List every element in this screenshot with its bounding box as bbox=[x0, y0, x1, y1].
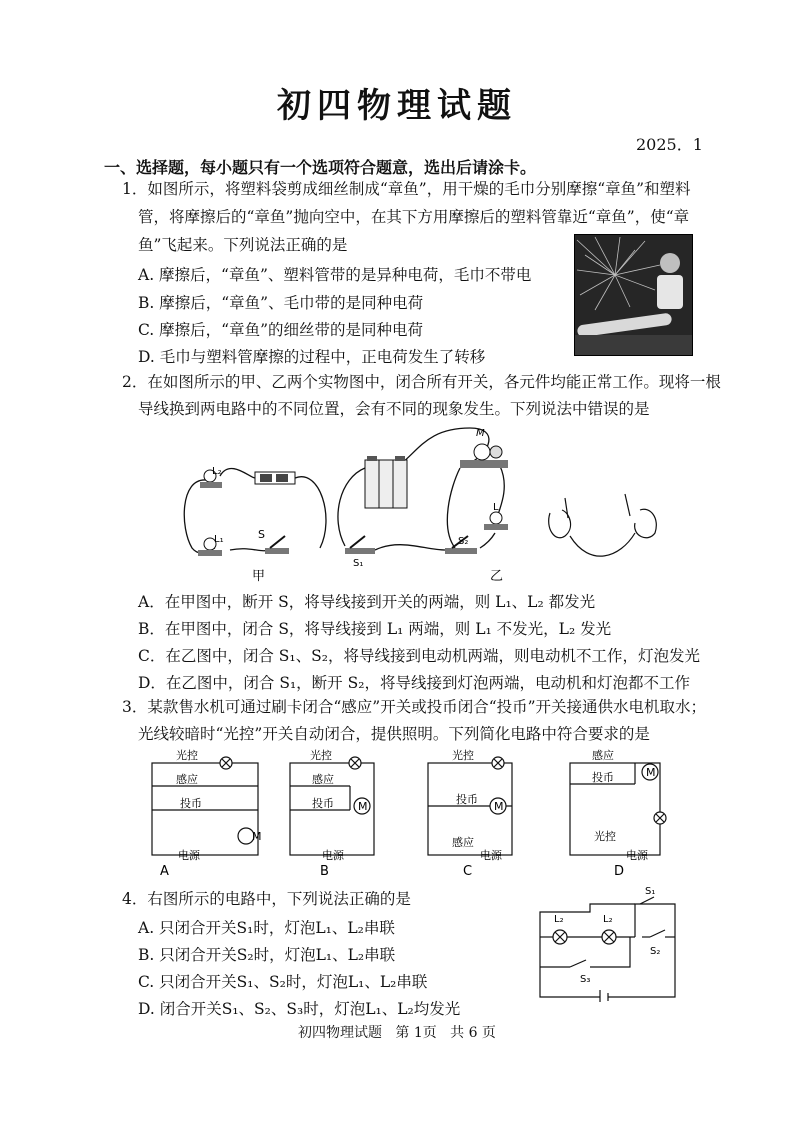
battery-jia bbox=[255, 472, 295, 484]
q4-option-c: C. 只闭合开关S₁、S₂时，灯泡L₁、L₂串联 bbox=[138, 973, 428, 991]
label-jia: 甲 bbox=[252, 569, 266, 584]
a-toubi: 投币 bbox=[180, 797, 202, 810]
q1-stem-line3: 鱼”飞起来。下列说法正确的是 bbox=[138, 236, 348, 254]
d-guangkong: 光控 bbox=[594, 830, 616, 843]
footer-total: 共 6 页 bbox=[450, 1025, 496, 1041]
q3-circuit-options bbox=[140, 748, 700, 878]
octopus-photo bbox=[574, 234, 693, 356]
motor-a: M bbox=[252, 830, 262, 843]
section-heading: 一、选择题，每小题只有一个选项符合题意，选出后请涂卡。 bbox=[104, 158, 537, 177]
a-guangkong: 光控 bbox=[176, 749, 198, 762]
q2-option-c: C．在乙图中，闭合 S₁、S₂，将导线接到电动机两端，则电动机不工作，灯泡发光 bbox=[138, 647, 700, 665]
q4-label-l-left: L₂ bbox=[554, 914, 564, 925]
battery-pack-yi bbox=[365, 456, 407, 508]
b-guangkong: 光控 bbox=[310, 749, 332, 762]
c-toubi: 投币 bbox=[456, 793, 478, 806]
label-s1-yi: S₁ bbox=[353, 558, 364, 569]
q4-label-s2: S₂ bbox=[650, 946, 661, 957]
q4-option-b: B. 只闭合开关S₂时，灯泡L₁、L₂串联 bbox=[138, 946, 396, 964]
page-title: 初四物理试题 bbox=[277, 86, 517, 126]
c-dianyuan: 电源 bbox=[480, 849, 502, 862]
label-l-yi: L bbox=[493, 502, 499, 513]
q2-stem-line1: 2．在如图所示的甲、乙两个实物图中，闭合所有开关，各元件均能正常工作。现将一根 bbox=[122, 373, 721, 391]
q1-option-c: C. 摩擦后，“章鱼”的细丝带的是同种电荷 bbox=[138, 321, 424, 339]
q4-option-d: D. 闭合开关S₁、S₂、S₃时，灯泡L₁、L₂均发光 bbox=[138, 1000, 461, 1018]
hands-with-wire bbox=[549, 494, 657, 556]
switch-s-jia bbox=[265, 536, 289, 554]
label-s-jia: S bbox=[258, 528, 265, 541]
b-dianyuan: 电源 bbox=[322, 849, 344, 862]
q4-circuit-figure bbox=[530, 882, 690, 1002]
q4-label-s1: S₁ bbox=[645, 886, 656, 897]
motor-yi bbox=[460, 444, 508, 468]
a-dianyuan: 电源 bbox=[178, 849, 200, 862]
b-ganying: 感应 bbox=[312, 773, 334, 786]
q4-stem: 4．右图所示的电路中，下列说法正确的是 bbox=[122, 890, 411, 908]
q2-option-d: D．在乙图中，闭合 S₁，断开 S₂，将导线接到灯泡两端，电动机和灯泡都不工作 bbox=[138, 674, 690, 692]
page-footer bbox=[0, 1022, 794, 1042]
q2-stem-line2: 导线换到两电路中的不同位置，会有不同的现象发生。下列说法中错误的是 bbox=[138, 400, 650, 418]
bulb-l-yi bbox=[484, 512, 508, 530]
footer-page: 第 1页 bbox=[395, 1025, 437, 1041]
d-toubi: 投币 bbox=[592, 771, 614, 784]
caption-b: B bbox=[320, 864, 329, 878]
q3-stem-line1: 3．某款售水机可通过刷卡闭合“感应”开关或投币闭合“投币”开关接通供水电机取水； bbox=[122, 698, 707, 716]
q2-circuit-figure bbox=[170, 418, 690, 588]
d-ganying: 感应 bbox=[592, 749, 614, 762]
a-ganying: 感应 bbox=[176, 773, 198, 786]
q1-stem-line1: 1．如图所示，将塑料袋剪成细丝制成“章鱼”，用干燥的毛巾分别摩擦“章鱼”和塑料 bbox=[122, 180, 691, 198]
c-ganying: 感应 bbox=[452, 836, 474, 849]
label-m-yi: M bbox=[476, 428, 485, 439]
q4-label-l-right: L₂ bbox=[603, 914, 613, 925]
q1-option-d: D. 毛巾与塑料管摩擦的过程中，正电荷发生了转移 bbox=[138, 348, 486, 366]
label-l1-jia: L₁ bbox=[214, 534, 224, 545]
label-l2-jia: L₂ bbox=[212, 466, 222, 477]
q1-option-a: A. 摩擦后，“章鱼”、塑料管带的是异种电荷，毛巾不带电 bbox=[138, 266, 532, 284]
q1-stem-line2: 管，将摩擦后的“章鱼”抛向空中，在其下方用摩擦后的塑料管靠近“章鱼”，使“章 bbox=[138, 208, 690, 226]
caption-c: C bbox=[463, 864, 473, 878]
motor-b: M bbox=[358, 800, 368, 813]
q1-option-b: B. 摩擦后，“章鱼”、毛巾带的是同种电荷 bbox=[138, 294, 424, 312]
q2-option-b: B．在甲图中，闭合 S，将导线接到 L₁ 两端，则 L₁ 不发光，L₂ 发光 bbox=[138, 620, 612, 638]
c-guangkong: 光控 bbox=[452, 749, 474, 762]
caption-d: D bbox=[614, 864, 625, 878]
label-yi: 乙 bbox=[490, 569, 504, 584]
q4-label-s3: S₃ bbox=[580, 974, 591, 985]
footer-title: 初四物理试题 bbox=[298, 1025, 383, 1041]
caption-a: A bbox=[160, 864, 169, 878]
q4-option-a: A. 只闭合开关S₁时，灯泡L₁、L₂串联 bbox=[138, 919, 395, 937]
motor-d: M bbox=[646, 766, 656, 779]
d-dianyuan: 电源 bbox=[626, 849, 648, 862]
label-s2-yi: S₂ bbox=[458, 536, 469, 547]
b-toubi: 投币 bbox=[312, 797, 334, 810]
motor-c: M bbox=[494, 800, 504, 813]
q3-stem-line2: 光线较暗时“光控”开关自动闭合，提供照明。下列简化电路中符合要求的是 bbox=[138, 725, 650, 743]
q2-option-a: A．在甲图中，断开 S，将导线接到开关的两端，则 L₁、L₂ 都发光 bbox=[138, 593, 596, 611]
switch-s1-yi bbox=[345, 536, 375, 554]
exam-date: 2025．1 bbox=[636, 135, 703, 154]
